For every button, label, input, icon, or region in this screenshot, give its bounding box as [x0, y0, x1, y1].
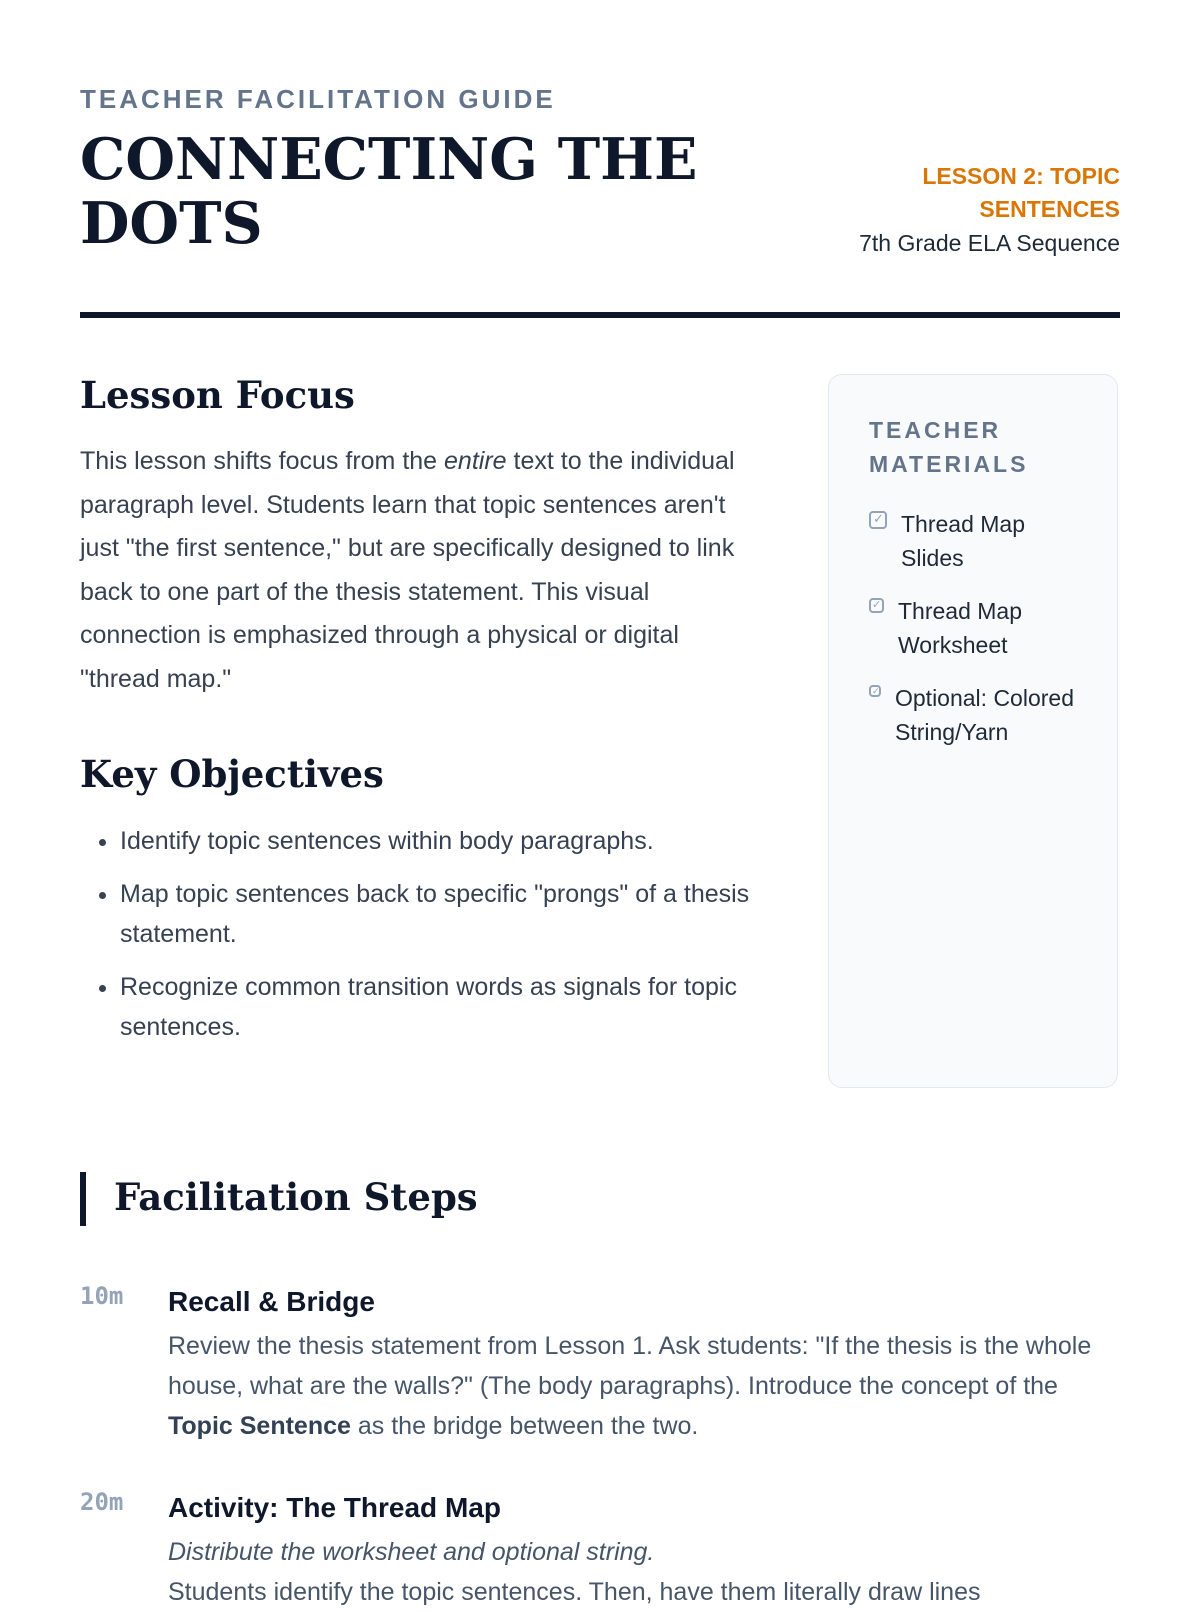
- lesson-focus-heading: Lesson Focus: [80, 373, 355, 417]
- step-text: Students identify the topic sentences. Then, have them literally draw lines: [168, 1578, 981, 1606]
- facilitation-steps-header: [80, 1172, 1120, 1226]
- guide-eyebrow: TEACHER FACILITATION GUIDE: [80, 84, 556, 114]
- objectives-list: [80, 821, 752, 1047]
- checkbox-icon[interactable]: ✓: [869, 511, 887, 529]
- step-title: Activity: The Thread Map: [168, 1492, 501, 1523]
- materials-list: [869, 507, 1077, 749]
- checkbox-icon[interactable]: ✓: [869, 598, 884, 613]
- material-label: Thread Map Worksheet: [898, 598, 1023, 658]
- step-duration: 10m: [80, 1282, 124, 1310]
- step-text: [168, 1326, 1120, 1446]
- main-column: [80, 370, 752, 1060]
- objective-item: • Map topic sentences back to specific "prongs" of a thesis statement.: [120, 874, 752, 954]
- lesson-meta: [800, 160, 1120, 260]
- step-text-start: Review the thesis statement from Lesson 1. Ask students: "If the thesis is the whole house, what are the walls?" (The body paragraphs). Introduce the concept of the: [168, 1332, 1092, 1400]
- step-body: [168, 1488, 1120, 1612]
- header: [80, 84, 1120, 314]
- material-label: Optional: Colored String/Yarn: [895, 685, 1074, 745]
- checkbox-icon[interactable]: ✓: [869, 685, 881, 697]
- materials-heading: TEACHER MATERIALS: [869, 417, 1029, 477]
- material-item: [869, 507, 1077, 575]
- page-title: CONNECTING THE DOTS: [80, 126, 698, 257]
- step-body: [168, 1282, 1120, 1446]
- facilitation-steps-heading: Facilitation Steps: [114, 1175, 478, 1219]
- materials-sidebar: [828, 374, 1118, 1088]
- step-text-end: as the bridge between the two.: [350, 1412, 699, 1440]
- header-divider: [80, 312, 1120, 318]
- step-title: Recall & Bridge: [168, 1286, 375, 1317]
- focus-text-end: text to the individual paragraph level. Students learn that topic sentences aren't just "the first sentence," but are specifically designed to link back to one part of the thesis statement. This visual connection is emphasized through a physical or digital "thread map.": [80, 447, 735, 693]
- lesson-focus-text: [80, 440, 752, 701]
- material-label: Thread Map Slides: [901, 511, 1026, 571]
- material-item: [869, 594, 1077, 662]
- step-text-bold: Topic Sentence: [168, 1412, 351, 1440]
- objective-item: • Identify topic sentences within body paragraphs.: [120, 821, 752, 861]
- grade-label: 7th Grade ELA Sequence: [859, 230, 1120, 256]
- material-item: [869, 681, 1077, 749]
- objective-item: • Recognize common transition words as signals for topic sentences.: [120, 967, 752, 1047]
- lesson-tag: LESSON 2: TOPIC SENTENCES: [922, 163, 1120, 222]
- key-objectives-heading: Key Objectives: [80, 752, 384, 796]
- section-accent-bar: [80, 1172, 86, 1226]
- focus-text-emphasis: entire: [444, 447, 507, 475]
- step-duration: 20m: [80, 1488, 124, 1516]
- focus-text-start: This lesson shifts focus from the: [80, 447, 445, 475]
- step-note: Distribute the worksheet and optional string.: [168, 1538, 655, 1566]
